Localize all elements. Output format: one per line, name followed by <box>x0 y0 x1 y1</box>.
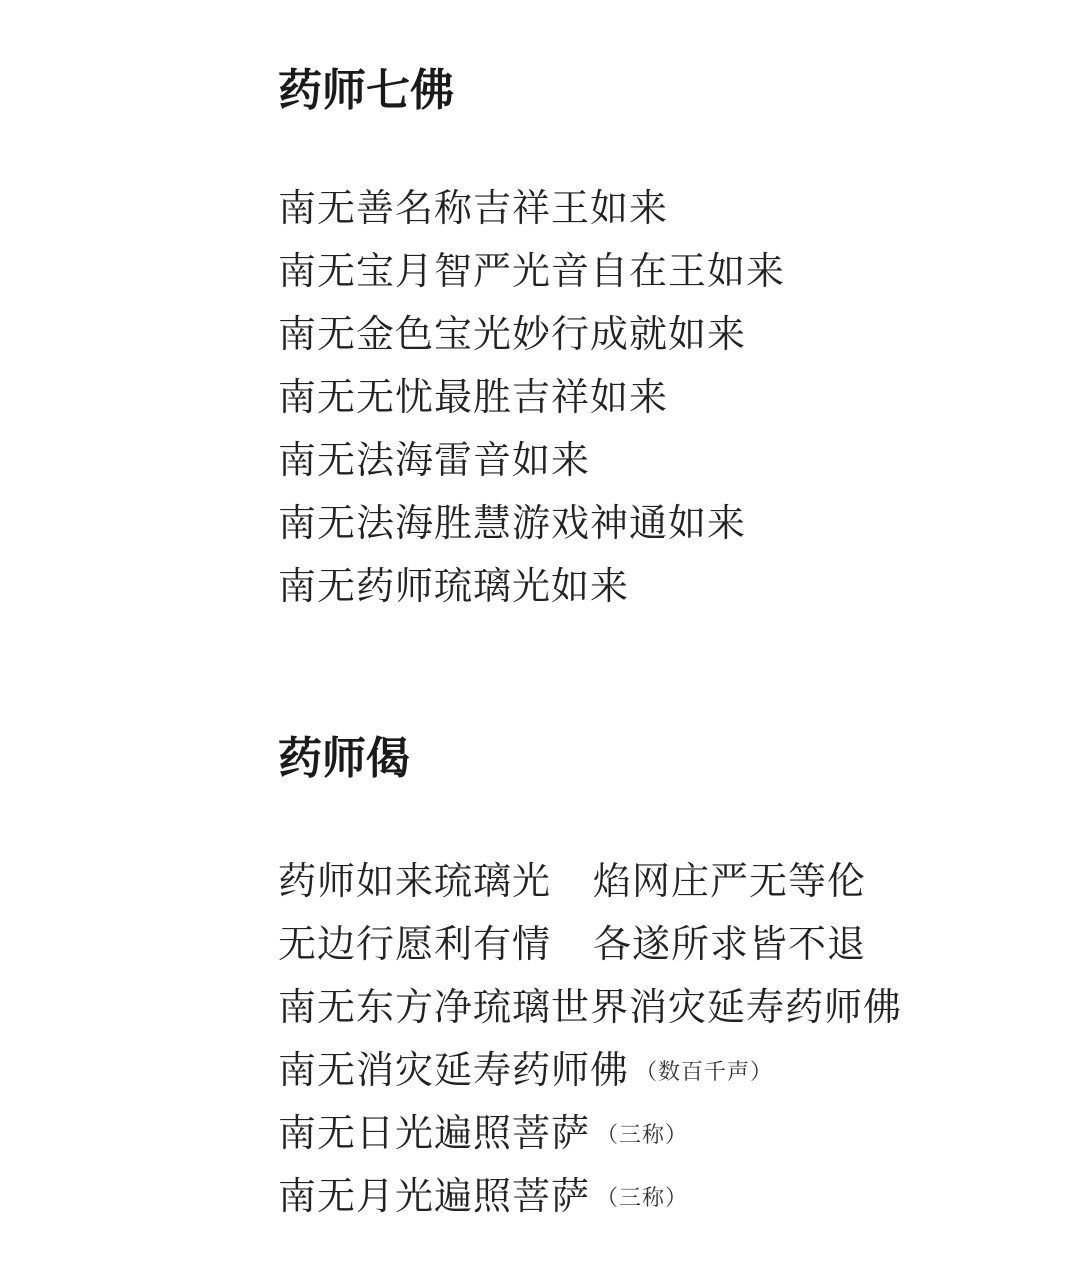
verse-line <box>278 918 902 981</box>
recitation-line <box>278 1170 902 1233</box>
buddha-name-line: 南无金色宝光妙行成就如来 <box>278 312 747 356</box>
recitation-line <box>278 1044 902 1107</box>
verse-first-half: 无边行愿利有情 <box>278 922 552 966</box>
recitation-count-note: （三称） <box>596 1186 689 1211</box>
recitation-line <box>278 981 902 1044</box>
recitation-line <box>278 1107 902 1170</box>
buddha-name-line: 南无善名称吉祥王如来 <box>278 186 669 230</box>
recitation-text: 南无月光遍照菩萨 <box>278 1174 591 1218</box>
verse-second-half: 各遂所求皆不退 <box>593 922 867 966</box>
buddha-name-line: 南无宝月智严光音自在王如来 <box>278 249 786 293</box>
buddha-name-line: 南无法海雷音如来 <box>278 438 591 482</box>
section-title-medicine-verse: 药师偈 <box>278 733 410 784</box>
buddha-name-line: 南无无忧最胜吉祥如来 <box>278 375 669 419</box>
verse-second-half: 焰网庄严无等伦 <box>593 859 867 903</box>
buddha-name-line: 南无药师琉璃光如来 <box>278 564 630 608</box>
buddha-name-line: 南无法海胜慧游戏神通如来 <box>278 501 747 545</box>
buddha-name-list <box>278 182 785 623</box>
verse-list <box>278 855 902 1233</box>
recitation-count-note: （三称） <box>596 1123 689 1148</box>
recitation-text: 南无日光遍照菩萨 <box>278 1111 591 1155</box>
section-title-medicine-buddhas: 药师七佛 <box>278 65 454 116</box>
recitation-text: 南无消灾延寿药师佛 <box>278 1048 630 1092</box>
verse-first-half: 药师如来琉璃光 <box>278 859 552 903</box>
verse-line <box>278 855 902 918</box>
recitation-count-note: （数百千声） <box>635 1060 774 1085</box>
recitation-text: 南无东方净琉璃世界消灾延寿药师佛 <box>278 985 903 1029</box>
